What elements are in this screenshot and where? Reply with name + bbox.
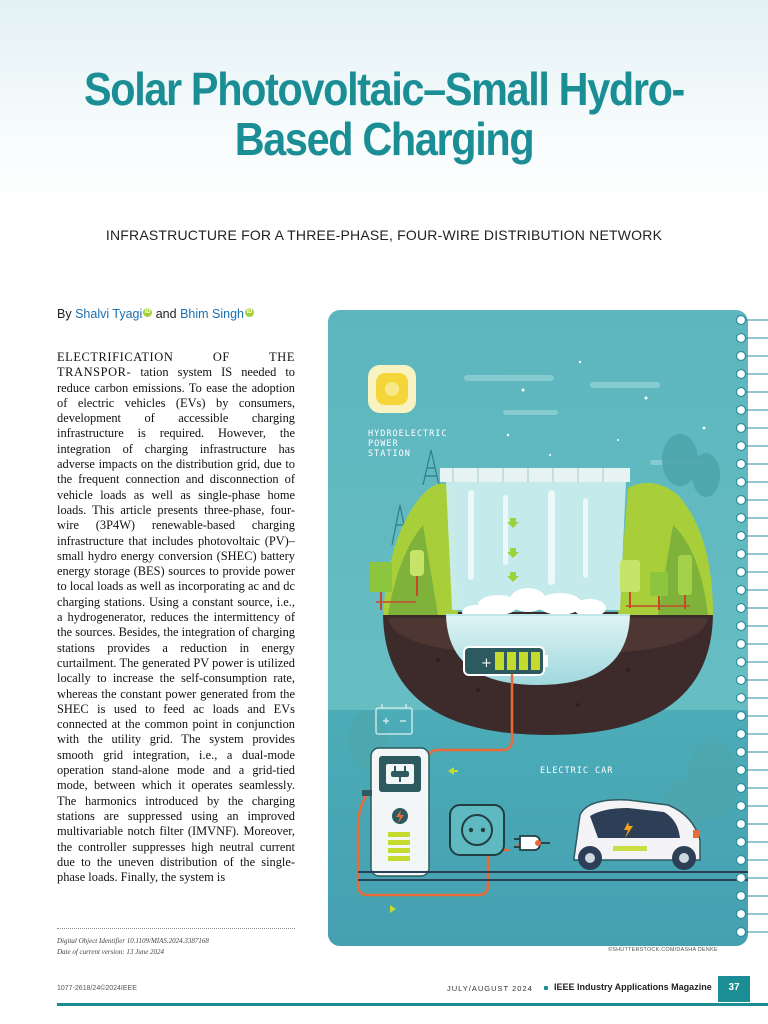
- battery-plus: +: [481, 656, 492, 671]
- footnotes: [57, 936, 317, 958]
- footer-separator: [544, 986, 548, 990]
- article-body: [57, 350, 295, 885]
- date-line: Date of current version: 13 June 2024: [57, 948, 165, 956]
- article-subtitle: INFRASTRUCTURE FOR A THREE-PHASE, FOUR-WIRE DISTRIBUTION NETWORK: [105, 227, 663, 243]
- station-label-2: POWER: [368, 439, 399, 449]
- battery-icon: [464, 647, 548, 675]
- byline-and: and: [155, 307, 177, 321]
- socket-icon: [450, 805, 504, 855]
- illustration: [328, 310, 748, 946]
- orcid-icon[interactable]: iD: [144, 308, 151, 315]
- station-label-3: STATION: [368, 449, 411, 459]
- footer-rule: [57, 1003, 768, 1006]
- sun-icon: [368, 365, 416, 413]
- footer-issn: 1077-2618/24©2024IEEE: [57, 985, 137, 992]
- doi-line: Digital Object Identifier 10.1109/MIAS.2024.3387168: [57, 937, 209, 945]
- car-label: ELECTRIC CAR: [540, 766, 614, 776]
- author-link-1[interactable]: Shalvi Tyagi: [75, 307, 143, 321]
- page-number: 37: [718, 976, 750, 1002]
- charging-station: [362, 748, 429, 876]
- orcid-icon[interactable]: iD: [246, 308, 253, 315]
- article-title: Solar Photovoltaic–Small Hydro-Based Charging: [83, 63, 684, 165]
- byline: [57, 307, 254, 321]
- footer-date: JULY/AUGUST 2024: [447, 984, 533, 993]
- footnote-divider: [57, 928, 295, 929]
- binder-rings: [733, 310, 768, 946]
- body-text: tation system IS needed to reduce carbon emissions. To ease the adoption of electric vehicles (EVs) by consumers, development of accessible charging infrastructure is required. However, the integration of charging infrastructure has adverse impacts on the distribution grid, due to the frequent connection and disconnection of vehicle loads as well as single-phase home loads. This article presents three-phase, four-wire (3P4W) renewable-based charging infrastructure that includes photovoltaic (PV)–small hydro energy conversion (SHEC) battery energy storage (BES) sources to provide power to local loads as well as incorporating ac and dc charging stations. Using a constant source, i.e., a hydrogenerator, reduces the intermittency of the sources. Besides, the integration of charging stations provides a reduction in energy curtailment. The generated PV power is utilized locally to increase the self-consumption rate, whereas the constant power generated from the SHEC is used to feed ac loads and EVs connected at the common point in conjunction with the utility grid. The system provides smooth grid integration, i.e., a dual-mode operation stand-alone mode and a grid-tied mode, between which it operates seamlessly. The harmonics introduced by the charging stations are suppressed using an improved multivariable notch filter (IMVNF). Moreover, the controller suppresses high neutral current due to the uneven distribution of the single-phase loads. Finally, the system is: [57, 365, 295, 885]
- footer-magazine: IEEE Industry Applications Magazine: [554, 982, 712, 992]
- station-label-1: HYDROELECTRIC: [368, 429, 448, 439]
- author-link-2[interactable]: Bhim Singh: [180, 307, 245, 321]
- lead-in: ELECTRIFICATION OF THE TRANSPOR-: [57, 350, 295, 380]
- byline-prefix: By: [57, 307, 72, 321]
- image-credit: ©SHUTTERSTOCK.COM/DASHA DENKE: [608, 947, 718, 953]
- dam: [440, 468, 630, 482]
